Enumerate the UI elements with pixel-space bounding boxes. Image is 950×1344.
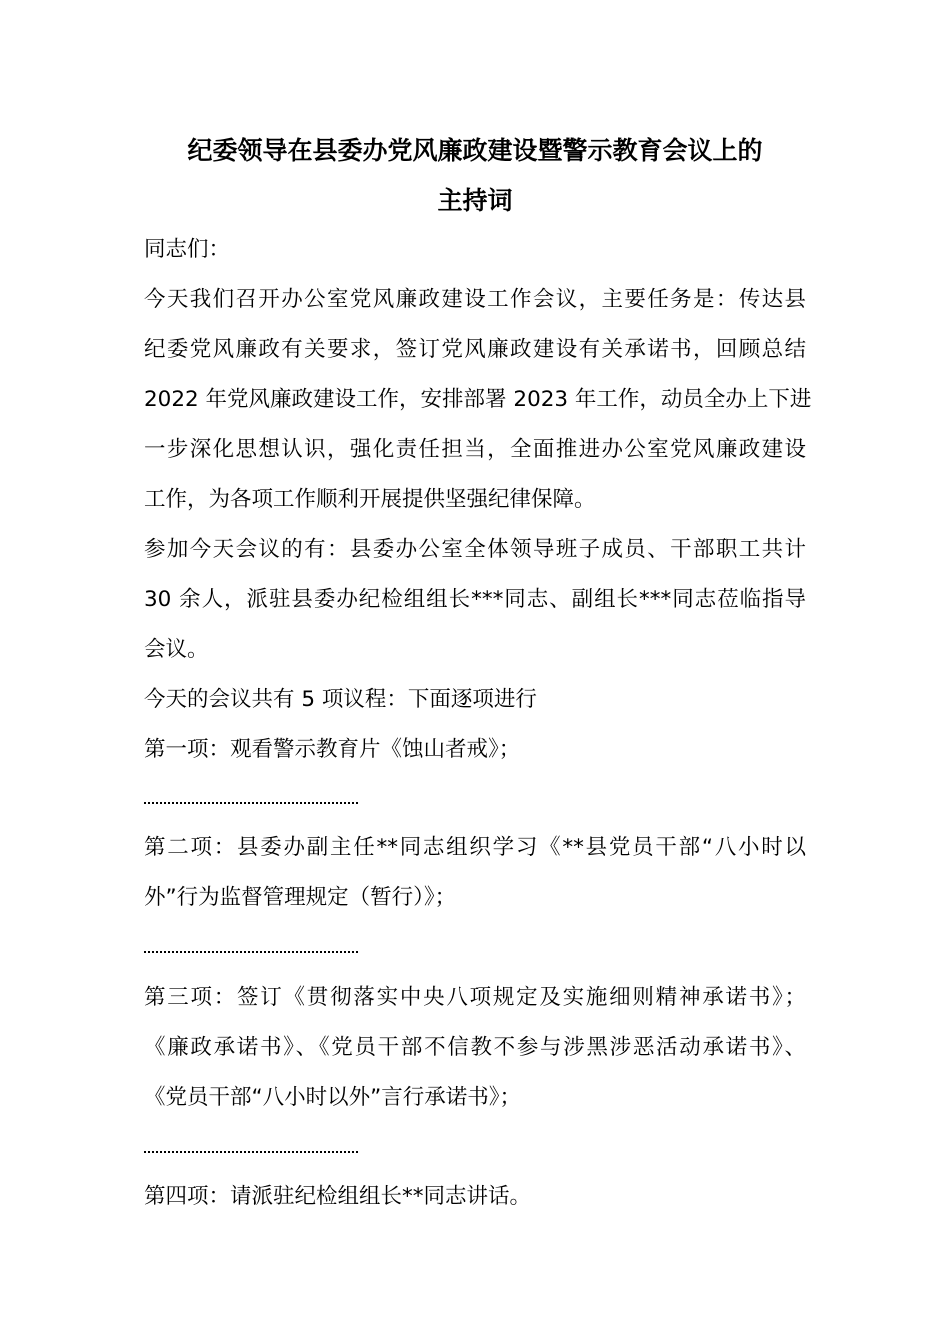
intro-line-5: 工作，为各项工作顺利开展提供坚强纪律保障。 bbox=[144, 487, 596, 512]
agenda-item-2-line-2: 外”行为监督管理规定（暂行）》； bbox=[144, 885, 457, 910]
agenda-item-2-line-1: 第二项：县委办副主任**同志组织学习《**县党员干部“八小时以 bbox=[144, 835, 806, 860]
agenda-item-1: 第一项：观看警示教育片《蚀山者戒》； bbox=[144, 737, 521, 762]
agenda-item-3-line-3: 《党员干部“八小时以外”言行承诺书》； bbox=[144, 1085, 522, 1110]
greeting: 同志们： bbox=[144, 237, 231, 262]
dotted-separator bbox=[144, 949, 358, 953]
agenda-item-4: 第四项：请派驻纪检组组长**同志讲话。 bbox=[144, 1184, 532, 1209]
attendees-line-1: 参加今天会议的有：县委办公室全体领导班子成员、干部职工共计 bbox=[144, 537, 806, 562]
agenda-item-3-line-1: 第三项：签订《贯彻落实中央八项规定及实施细则精神承诺书》； bbox=[144, 985, 806, 1010]
document-title-line-2: 主持词 bbox=[437, 186, 513, 215]
attendees-line-3: 会议。 bbox=[144, 637, 209, 662]
intro-line-1: 今天我们召开办公室党风廉政建设工作会议，主要任务是：传达县 bbox=[144, 287, 806, 312]
attendees-line-2: 30 余人，派驻县委办纪检组组长***同志、副组长***同志莅临指导 bbox=[144, 587, 806, 612]
intro-line-3: 2022 年党风廉政建设工作，安排部署 2023 年工作，动员全办上下进 bbox=[144, 387, 812, 412]
intro-line-4: 一步深化思想认识，强化责任担当，全面推进办公室党风廉政建设 bbox=[144, 437, 806, 462]
document-title-line-1: 纪委领导在县委办党风廉政建设暨警示教育会议上的 bbox=[187, 136, 763, 165]
dotted-separator bbox=[144, 800, 358, 804]
agenda-intro: 今天的会议共有 5 项议程：下面逐项进行 bbox=[144, 687, 537, 712]
intro-line-2: 纪委党风廉政有关要求，签订党风廉政建设有关承诺书，回顾总结 bbox=[144, 337, 806, 362]
dotted-separator bbox=[144, 1149, 358, 1153]
agenda-item-3-line-2: 《廉政承诺书》、《党员干部不信教不参与涉黑涉恶活动承诺书》、 bbox=[144, 1035, 806, 1060]
